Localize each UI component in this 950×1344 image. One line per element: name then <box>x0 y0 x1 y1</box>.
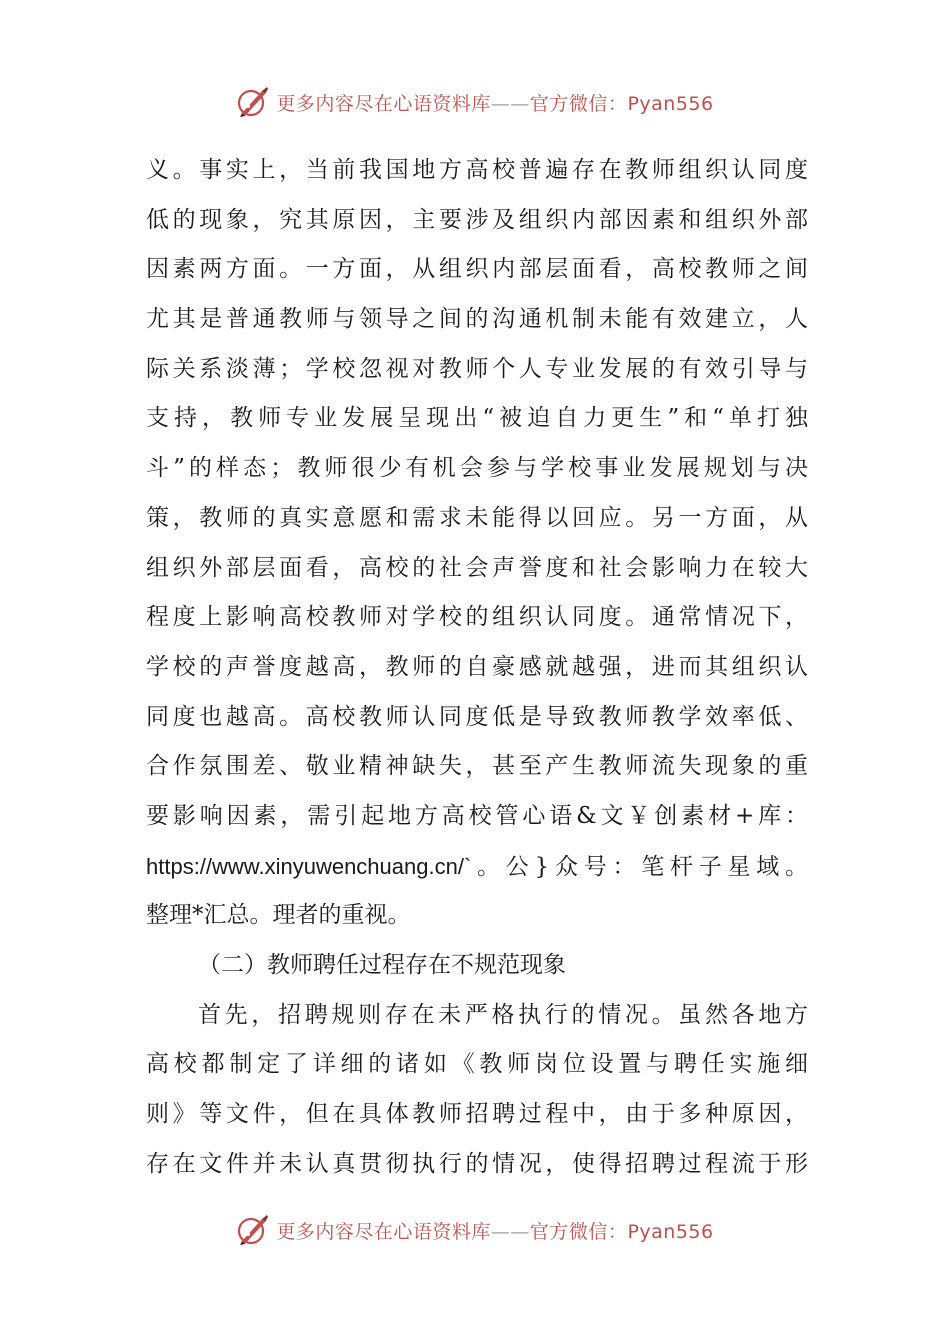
pen-logo-icon <box>236 85 270 119</box>
body-line: 合作氛围差、敬业精神缺失，甚至产生教师流失现象的重 <box>146 753 808 780</box>
footer-banner <box>0 1212 950 1248</box>
header-banner-prefix: 更多内容尽在心语资料库 <box>276 92 491 115</box>
footer-banner-official: 官方微信： <box>529 1220 628 1243</box>
body-line: 际关系淡薄；学校忽视对教师个人专业发展的有效引导与 <box>146 355 808 382</box>
body-line: 尤其是普通教师与领导之间的沟通机制未能有效建立，人 <box>146 306 808 333</box>
body-line: 义。事实上，当前我国地方高校普遍存在教师组织认同度 <box>146 157 808 183</box>
body-line: 低的现象，究其原因，主要涉及组织内部因素和组织外部 <box>146 206 808 233</box>
body-line: 首先，招聘规则存在未严格执行的情况。虽然各地方 <box>198 1001 808 1028</box>
body-line: 整理*汇总。理者的重视。 <box>146 902 411 929</box>
body-line-url <box>146 842 808 892</box>
header-banner-inner <box>236 85 713 119</box>
body-line: 学校的声誉度越高，教师的自豪感就越强，进而其组织认 <box>146 653 808 680</box>
body-line: 斗”的样态；教师很少有机会参与学校事业发展规划与决 <box>146 455 808 482</box>
url-line-rest: 。公}众号：笔杆子星域。 <box>471 853 808 880</box>
header-banner <box>0 84 950 120</box>
section-heading: （二）教师聘任过程存在不规范现象 <box>198 952 566 978</box>
header-banner-text <box>276 89 713 116</box>
footer-banner-prefix: 更多内容尽在心语资料库 <box>276 1220 491 1243</box>
header-banner-wechat: Pyan556 <box>627 92 714 115</box>
body-line: 存在文件并未认真贯彻执行的情况，使得招聘过程流于形 <box>146 1150 808 1177</box>
website-url-link[interactable]: https://www.xinyuwenchuang.cn/` <box>146 853 472 879</box>
pen-logo-icon <box>236 1213 270 1247</box>
body-line: 策，教师的真实意愿和需求未能得以回应。另一方面，从 <box>146 504 808 531</box>
header-banner-dash: —— <box>490 92 530 115</box>
body-line: 组织外部层面看，高校的社会声誉度和社会影响力在较大 <box>146 554 808 581</box>
body-line: 高校都制定了详细的诸如《教师岗位设置与聘任实施细 <box>146 1051 808 1078</box>
document-body <box>146 146 808 1189</box>
body-line: 同度也越高。高校教师认同度低是导致教师教学效率低、 <box>146 703 808 730</box>
header-banner-official: 官方微信： <box>529 92 628 115</box>
body-line: 因素两方面。一方面，从组织内部层面看，高校教师之间 <box>146 256 808 283</box>
body-line: 程度上影响高校教师对学校的组织认同度。通常情况下， <box>146 604 808 631</box>
body-line: 支持，教师专业发展呈现出“被迫自力更生”和“单打独 <box>146 405 808 432</box>
body-line: 要影响因素，需引起地方高校管心语&文￥创素材+库： <box>146 802 808 829</box>
footer-banner-text <box>276 1217 713 1244</box>
body-line: 则》等文件，但在具体教师招聘过程中，由于多种原因， <box>146 1101 808 1128</box>
footer-banner-wechat: Pyan556 <box>627 1220 714 1243</box>
footer-banner-inner <box>236 1213 713 1247</box>
footer-banner-dash: —— <box>490 1220 530 1243</box>
